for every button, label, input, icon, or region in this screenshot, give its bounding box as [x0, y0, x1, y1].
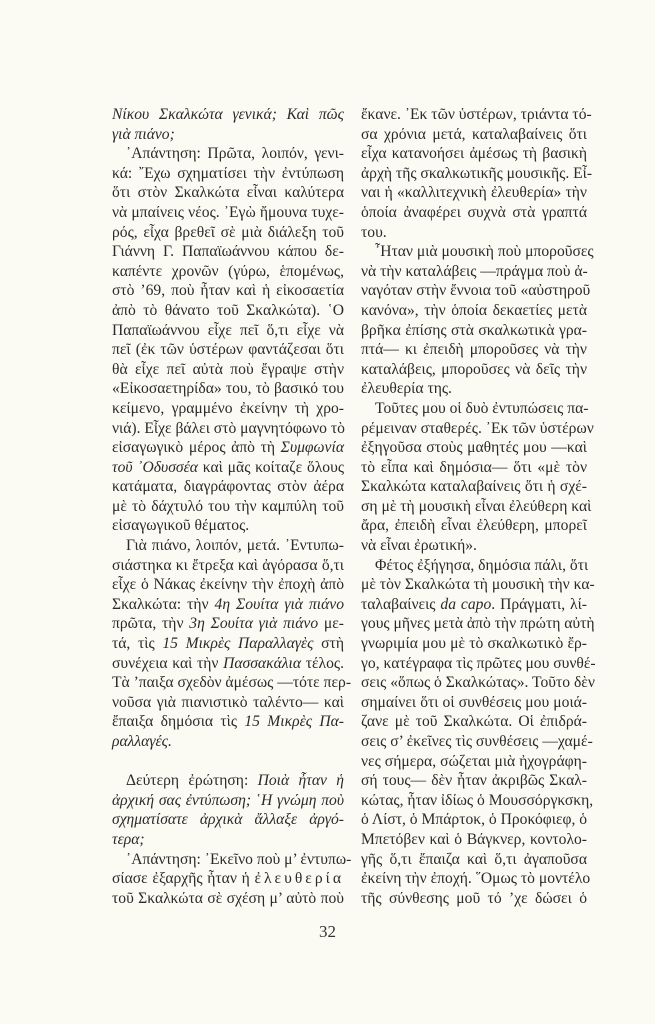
text-line: ᾿Απάντηση: ᾿Εκεῖνο ποὺ μ’ ἐντυπω-	[126, 850, 352, 868]
text-line: νες σήμερα, σώζεται μιὰ ἠχογράφη-	[361, 752, 587, 770]
text-line: Σκαλκώτα καταλαβαίνεις ὅτι ἡ σχέ-	[361, 478, 587, 496]
text-line: τά, τὶς 15 Μικρὲς Παραλλαγὲς στὴ	[112, 635, 344, 653]
text-line: ἐξηγοῦσα στοὺς μαθητές μου —καὶ	[361, 439, 587, 457]
text-line: Γιάννη Γ. Παπαϊωάννου κάπου δε-	[112, 243, 344, 261]
text-line: εἰσαγωγικοῦ θέματος.	[112, 517, 250, 535]
text-line: τοῦ Σκαλκώτα σὲ σχέση μ’ αὐτὸ ποὺ	[112, 889, 344, 907]
text-line: μὲ τὸν Σκαλκώτα τὴ μουσικὴ τὴν κα-	[361, 576, 595, 594]
text-line: συνέχεια καὶ τὴν Πασσακάλια τέλος.	[112, 654, 344, 672]
text-line: ζανε μὲ τοῦ Σκαλκώτα. Οἱ ἐπιδρά-	[361, 713, 587, 731]
text-line: πτά— κι ἐπειδὴ μποροῦσες νὰ τὴν	[361, 341, 587, 359]
text-line: στὸ ’69, ποὺ ἦταν καὶ ἡ εἰκοσαετία	[112, 282, 344, 300]
text-line: κανόνα», τὴν ὁποία δεκαετίες μετὰ	[361, 301, 587, 319]
text-line: ση μὲ τὴ μουσικὴ εἶναι ἐλεύθερη καὶ	[361, 497, 592, 515]
text-line: γο, κατέγραφα τὶς πρῶτες μου συνθέ-	[361, 654, 596, 672]
text-line: νιά). Εἶχε βάλει στὸ μαγνητόφωνο τὸ	[112, 419, 345, 437]
text-line: κατάματα, διαγράφοντας στὸν ἀέρα	[112, 478, 344, 496]
text-line: σεις «ὅπως ὁ Σκαλκώτας». Τοῦτο δὲν	[361, 674, 595, 692]
text-line: γους μῆνες μετὰ ἀπὸ τὴν πρώτη αὐτὴ	[361, 615, 595, 633]
text-line: εἰσαγωγικὸ μέρος ἀπὸ τὴ Συμφωνία	[112, 439, 344, 457]
text-line: κείμενο, γραμμένο ἐκείνην τὴ χρο-	[112, 399, 344, 417]
text-line: καπέντε χρονῶν (γύρω, ἑπομένως,	[112, 262, 344, 280]
text-line: τὸ εἶπα καὶ δημόσια— ὅτι «μὲ τὸν	[361, 458, 587, 476]
text-line: του.	[361, 223, 387, 241]
text-line: γνωριμία μου μὲ τὸ σκαλκωτικὸ ἔρ-	[361, 635, 587, 653]
text-line: ὅτι στὸν Σκαλκώτα εἶναι καλύτερα	[112, 184, 344, 202]
text-line: Παπαϊωάννου εἶχε πεῖ ὅ,τι εἶχε νὰ	[112, 321, 344, 339]
text-line: ρέμειναν σταθερές. ᾿Εκ τῶν ὑστέρων	[361, 419, 594, 437]
text-line: ὁ Λίστ, ὁ Μπάρτοκ, ὁ Προκόφιεφ, ὁ	[361, 811, 588, 829]
text-line: ἀρχὴ τῆς σκαλκωτικῆς μουσικῆς. Εἶ-	[361, 164, 593, 182]
text-line: ἔπαιξα δημόσια τὶς 15 Μικρὲς Πα-	[112, 713, 344, 731]
text-line: εἶχα κατανοήσει ἀμέσως τὴ βασικὴ	[361, 145, 587, 163]
text-line: τερα;	[112, 830, 145, 848]
text-line: σχηματίσατε ἀρχικὰ ἄλλαξε ἀργό-	[112, 811, 344, 829]
text-line: ἐλευθερία της.	[361, 380, 452, 398]
text-line: ναι ἡ «καλλιτεχνικὴ ἐλευθερία» τὴν	[361, 184, 587, 202]
text-line: «Εἰκοσαετηρίδα» του, τὸ βασικό του	[112, 380, 344, 398]
text-line: πρῶτα, τὴν 3η Σουίτα γιὰ πιάνο με-	[112, 615, 344, 633]
text-line: τῆς σύνθεσης μοῦ τό ’χε δώσει ὁ	[361, 889, 587, 907]
text-line: τοῦ ᾿Οδυσσέα καὶ μᾶς κοίταζε ὅλους	[112, 458, 344, 476]
text-line: Μπετόβεν καὶ ὁ Βάγκνερ, κοντολο-	[361, 830, 587, 848]
text-line: ἄρα, ἐπειδὴ εἶναι ἐλεύθερη, μπορεῖ	[361, 517, 587, 535]
text-line: Νίκου Σκαλκώτα γενικά; Καὶ πῶς	[112, 106, 344, 123]
text-line: Δεύτερη ἐρώτηση: Ποιὰ ἦταν ἡ	[126, 772, 344, 790]
paragraph-gap	[112, 752, 344, 772]
text-line: σα χρόνια μετά, καταλαβαίνεις ὅτι	[361, 125, 587, 143]
text-line: πεῖ (ἐκ τῶν ὑστέρων φαντάζεσαι ὅτι	[112, 341, 344, 359]
left-text-column	[112, 105, 352, 908]
text-line: σίασε ἐξαρχῆς ἦταν ἡ ἐλευθερία	[112, 870, 344, 888]
text-line: ὁποία ἀναφέρει συχνὰ στὰ γραπτά	[361, 203, 587, 221]
text-line: ἔκανε. ᾿Εκ τῶν ὑστέρων, τριάντα τό-	[361, 106, 592, 123]
text-line: ῏Ηταν μιὰ μουσικὴ ποὺ μποροῦσες	[375, 243, 594, 261]
text-line: εἶχε ὁ Νάκας ἐκείνην τὴν ἐποχὴ ἀπὸ	[112, 576, 344, 594]
text-line: νοῦσα γιὰ πιανιστικὸ ταλέντο— καὶ	[112, 693, 344, 711]
text-line: ἀρχική σας ἐντύπωση; ῾Η γνώμη ποὺ	[112, 791, 344, 809]
text-line: ρός, εἶχα βρεθεῖ σὲ μιὰ διάλεξη τοῦ	[112, 223, 344, 241]
text-line: ἀπὸ τὸ θάνατο τοῦ Σκαλκώτα). ῾Ο	[112, 301, 344, 319]
text-line: ταλαβαίνεις da capo. Πράγματι, λί-	[361, 595, 587, 613]
text-line: Τὰ ’παιξα σχεδὸν ἀμέσως —τότε περ-	[112, 674, 352, 692]
text-line: θὰ εἶχε πεῖ αὐτὰ ποὺ ἔγραψε στὴν	[112, 360, 344, 378]
text-line: Γιὰ πιάνο, λοιπόν, μετά. ᾿Εντυπω-	[126, 537, 344, 555]
text-line: σή τους— δὲν ἦταν ἀκριβῶς Σκαλ-	[361, 772, 587, 790]
text-line: ᾿Απάντηση: Πρῶτα, λοιπόν, γενι-	[126, 145, 344, 163]
text-line: ἐκείνη τὴν ἐποχή. ῞Ομως τὸ μοντέλο	[361, 870, 591, 888]
text-line: ραλλαγές.	[112, 733, 172, 750]
text-line: κώτας, ἦταν ἰδίως ὁ Μουσσόργκσκη,	[361, 791, 594, 809]
text-line: καταλάβεις, μποροῦσες νὰ δεῖς τὴν	[361, 360, 587, 378]
text-line: κά: ῎Εχω σχηματίσει τὴν ἐντύπωση	[112, 164, 344, 182]
page-number: 32	[319, 922, 336, 941]
text-line: σιάστηκα κι ἔτρεξα καὶ ἀγόρασα ὅ,τι	[112, 556, 344, 574]
text-line: ναγόταν στὴν ἔννοια τοῦ «αὐστηροῦ	[361, 282, 591, 300]
text-line: γιὰ πιάνο;	[112, 125, 175, 143]
text-line: Σκαλκώτα: τὴν 4η Σουίτα γιὰ πιάνο	[112, 595, 344, 613]
text-line: νὰ τὴν καταλάβεις —πράγμα ποὺ ἀ-	[361, 262, 588, 280]
text-line: Φέτος ἐξήγησα, δημόσια πάλι, ὅτι	[375, 556, 589, 574]
text-line: μὲ τὸ δάχτυλό του τὴν καμπύλη τοῦ	[112, 497, 344, 515]
right-text-column	[361, 105, 596, 908]
text-line: νὰ εἶναι ἐρωτική».	[361, 537, 477, 555]
text-line: σεις σ’ ἐκεῖνες τὶς συνθέσεις —χαμέ-	[361, 733, 593, 750]
text-line: Τοῦτες μου οἱ δυὸ ἐντυπώσεις πα-	[375, 399, 589, 417]
text-line: βρῆκα ἐπίσης στὰ σκαλκωτικὰ γρα-	[361, 321, 587, 339]
text-line: γῆς ὅ,τι ἔπαιζα καὶ ὅ,τι ἀγαποῦσα	[361, 850, 587, 868]
text-line: νὰ μπαίνεις νέος. ᾿Εγὼ ἤμουνα τυχε-	[112, 203, 344, 221]
text-line: σημαίνει ὅτι οἱ συνθέσεις μου μοιά-	[361, 693, 587, 711]
